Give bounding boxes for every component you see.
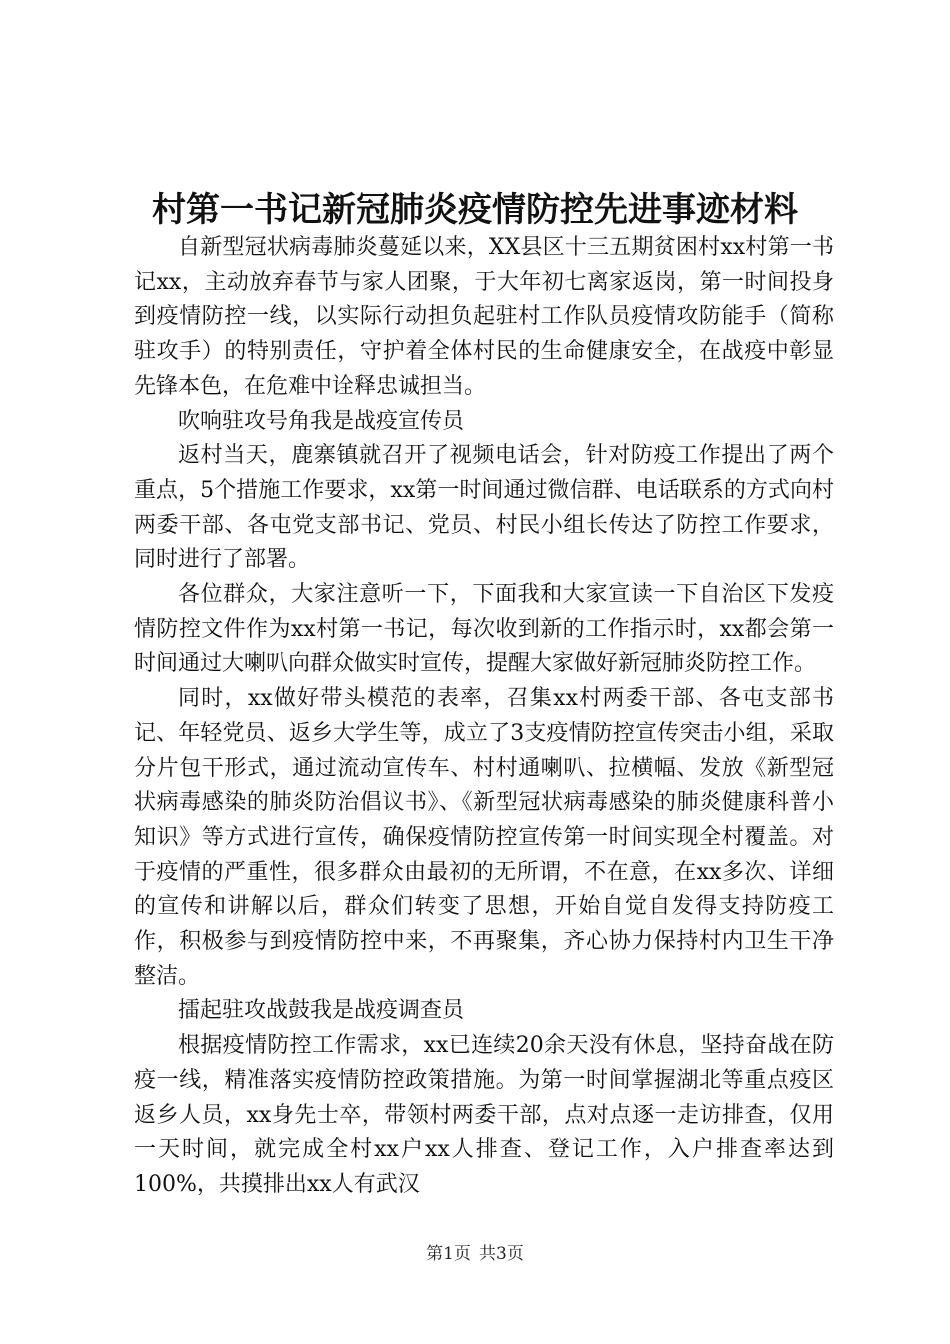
paragraph-investigation: 根据疫情防控工作需求，xx已连续20余天没有休息，坚持奋战在防疫一线，精准落实疫情防控政策措施。为第一时间掌握湖北等重点疫区返乡人员，xx身先士卒，带领村两委干部，点对点逐一走访排查，仅用一天时间，就完成全村xx户xx人排查、登记工作，入户排查率达到100%，共摸排出xx人有武汉 (134, 1033, 834, 1197)
page-number: 第1页 (426, 1244, 471, 1264)
section-heading-publicity: 吹响驻攻号角我是战疫宣传员 (178, 408, 465, 434)
page-footer (0, 1243, 950, 1265)
paragraph-intro: 自新型冠状病毒肺炎蔓延以来，XX县区十三五期贫困村xx村第一书记xx，主动放弃春节与家人团聚，于大年初七离家返岗，第一时间投身到疫情防控一线，以实际行动担负起驻村工作队员疫情攻防能手（简称驻攻手）的特别责任，守护着全体村民的生命健康安全，在战疫中彰显先锋本色，在危难中诠释忠诚担当。 (134, 235, 834, 399)
section-heading-investigation: 擂起驻攻战鼓我是战疫调查员 (178, 998, 465, 1024)
document-title: 村第一书记新冠肺炎疫情防控先进事迹材料 (152, 190, 798, 230)
paragraph-publicity-teams: 同时，xx做好带头模范的表率，召集xx村两委干部、各屯支部书记、年轻党员、返乡大学生等，成立了3支疫情防控宣传突击小组，采取分片包干形式，通过流动宣传车、村村通喇叭、拉横幅、发放《新型冠状病毒感染的肺炎防治倡议书》、《新型冠状病毒感染的肺炎健康科普小知识》等方式进行宣传，确保疫情防控宣传第一时间实现全村覆盖。对于疫情的严重性，很多群众由最初的无所谓，不在意，在xx多次、详细的宣传和讲解以后，群众们转变了思想，开始自觉自发得支持防疫工作，积极参与到疫情防控中来，不再聚集，齐心协力保持村内卫生干净整洁。 (134, 686, 834, 989)
document-body (134, 231, 834, 1203)
page-total: 共3页 (479, 1244, 524, 1264)
paragraph-return-meeting: 返村当天，鹿寨镇就召开了视频电话会，针对防疫工作提出了两个重点，5个措施工作要求，xx第一时间通过微信群、电话联系的方式向村两委干部、各屯党支部书记、党员、村民小组长传达了防控工作要求，同时进行了部署。 (134, 443, 834, 573)
paragraph-loudspeaker: 各位群众，大家注意听一下，下面我和大家宣读一下自治区下发疫情防控文件作为xx村第一书记，每次收到新的工作指示时，xx都会第一时间通过大喇叭向群众做实时宣传，提醒大家做好新冠肺炎防控工作。 (134, 582, 834, 677)
